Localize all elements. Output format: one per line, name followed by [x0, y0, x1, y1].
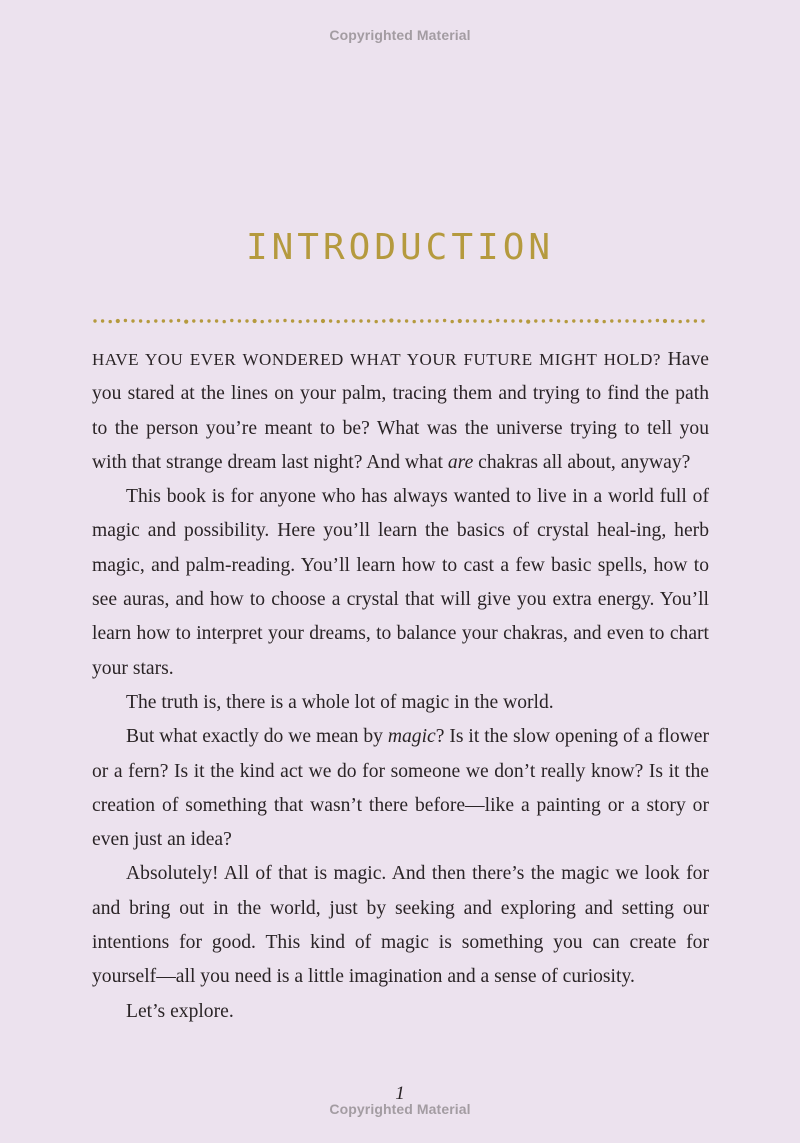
divider-dot [557, 319, 560, 322]
divider-dot [223, 320, 226, 323]
divider-dot [215, 319, 218, 322]
body-text [92, 343, 709, 1029]
divider-dot [207, 319, 210, 322]
divider-dot [177, 319, 180, 322]
divider-dot [359, 319, 362, 322]
divider-dot [489, 320, 492, 323]
divider-dot [420, 319, 423, 322]
divider-dot [352, 319, 355, 322]
divider-dot [389, 318, 393, 322]
divider-dot [93, 319, 96, 322]
page-number: 1 [395, 1083, 405, 1104]
divider-dot [116, 319, 120, 323]
divider-dot [321, 319, 325, 323]
divider-dot [504, 319, 507, 322]
paragraph-3: The truth is, there is a whole lot of magic in the world. [126, 691, 554, 713]
divider-dot [131, 319, 134, 322]
divider-dot [192, 319, 195, 322]
divider-dot [139, 319, 142, 322]
divider-dot [413, 320, 416, 323]
paragraph-1-text-a: Have you stared at the lines on your palm, tracing them and trying to find the path to the person you’re meant to be? What was the universe trying to tell you with that strange dream last night? And what [92, 349, 709, 473]
divider-dot [603, 320, 606, 323]
paragraph-5: Absolutely! All of that is magic. And then there’s the magic we look for and bring out in the world, just by seeking and exploring and setting our intentions for good. This kind of magic is something you can create for yourself—all you need is a little imagination and a sense of curiosity. [92, 863, 709, 988]
divider-dot [534, 319, 537, 322]
paragraph-4-emphasis: magic [387, 726, 436, 748]
paragraph-1-text-b: chakras all about, anyway? [473, 451, 691, 473]
divider-dot [268, 319, 271, 322]
divider-dot [572, 319, 575, 322]
paragraph-4-text-a: But what exactly do we mean by [126, 726, 388, 748]
divider-dot [633, 319, 636, 322]
divider-dot [595, 319, 599, 323]
divider-dot [405, 319, 408, 322]
divider-dot [184, 320, 188, 324]
divider-dot [565, 320, 568, 323]
divider-dot [299, 320, 302, 323]
divider-dot [610, 319, 613, 322]
divider-dot [526, 320, 530, 324]
divider-dot [337, 320, 340, 323]
paragraph-4 [92, 720, 709, 857]
paragraph-2: This book is for anyone who has always wanted to live in a world full of magic and possibility. Here you’ll learn the basics of crystal heal-ing, herb magic, and palm-reading. You’ll learn how to cast a few basic spells, how to see auras, and how to choose a crystal that will give you extra energy. You’ll learn how to interpret your dreams, to balance your chakras, and even to chart your stars. [92, 486, 709, 679]
divider-dot [663, 319, 667, 323]
dotted-divider [92, 315, 710, 327]
divider-dot [511, 319, 514, 322]
divider-dot [238, 319, 241, 322]
divider-dot [230, 319, 233, 322]
divider-dot [451, 320, 454, 323]
divider-dot [625, 319, 628, 322]
divider-dot [519, 319, 522, 322]
divider-dot [200, 319, 203, 322]
divider-dot [580, 319, 583, 322]
divider-dot [481, 319, 484, 322]
paragraph-1-emphasis: are [447, 451, 474, 473]
divider-dot [656, 319, 659, 322]
divider-dot [428, 319, 431, 322]
divider-dot [314, 319, 317, 322]
divider-dot [283, 319, 286, 322]
divider-dot [124, 319, 127, 322]
divider-dot [671, 319, 674, 322]
divider-dot [344, 319, 347, 322]
divider-dot [496, 319, 499, 322]
divider-dot [587, 319, 590, 322]
copyright-watermark-bottom: Copyrighted Material [329, 1101, 471, 1117]
divider-dot [443, 319, 446, 322]
divider-dot [306, 319, 309, 322]
divider-dot [291, 319, 294, 322]
divider-dot [458, 319, 462, 323]
divider-dot [466, 319, 469, 322]
divider-dot [253, 319, 257, 323]
divider-dot [261, 320, 264, 323]
divider-dot [375, 320, 378, 323]
paragraph-6: Let’s explore. [126, 1000, 234, 1022]
divider-dot [648, 319, 651, 322]
divider-dot [641, 320, 644, 323]
divider-dot [694, 319, 697, 322]
divider-dot [162, 319, 165, 322]
divider-dot [473, 319, 476, 322]
divider-dot [367, 319, 370, 322]
divider-dot [542, 319, 545, 322]
divider-dot [109, 320, 112, 323]
divider-dot [101, 319, 104, 322]
divider-dot [245, 319, 248, 322]
divider-dot [686, 319, 689, 322]
divider-dot [276, 319, 279, 322]
divider-dot [154, 319, 157, 322]
divider-dot [435, 319, 438, 322]
divider-dot [397, 319, 400, 322]
divider-dot [549, 319, 552, 322]
divider-dot [382, 319, 385, 322]
divider-dot [169, 319, 172, 322]
paragraph-4-text-b: ? Is it the slow opening of a flower or a fern? Is it the kind act we do for someone we don’t really know? Is it the creation of something that wasn’t there before—like a painting or a story or even just an idea? [92, 726, 709, 851]
divider-dot [618, 319, 621, 322]
divider-dot [329, 319, 332, 322]
divider-dot [679, 320, 682, 323]
divider-dot [147, 320, 150, 323]
divider-dot [701, 319, 704, 322]
chapter-title: INTRODUCTION [245, 227, 555, 268]
copyright-watermark-top: Copyrighted Material [329, 27, 471, 43]
lead-in-smallcaps: HAVE YOU EVER WONDERED WHAT YOUR FUTURE MIGHT HOLD? [92, 350, 661, 369]
paragraph-1 [92, 343, 709, 480]
